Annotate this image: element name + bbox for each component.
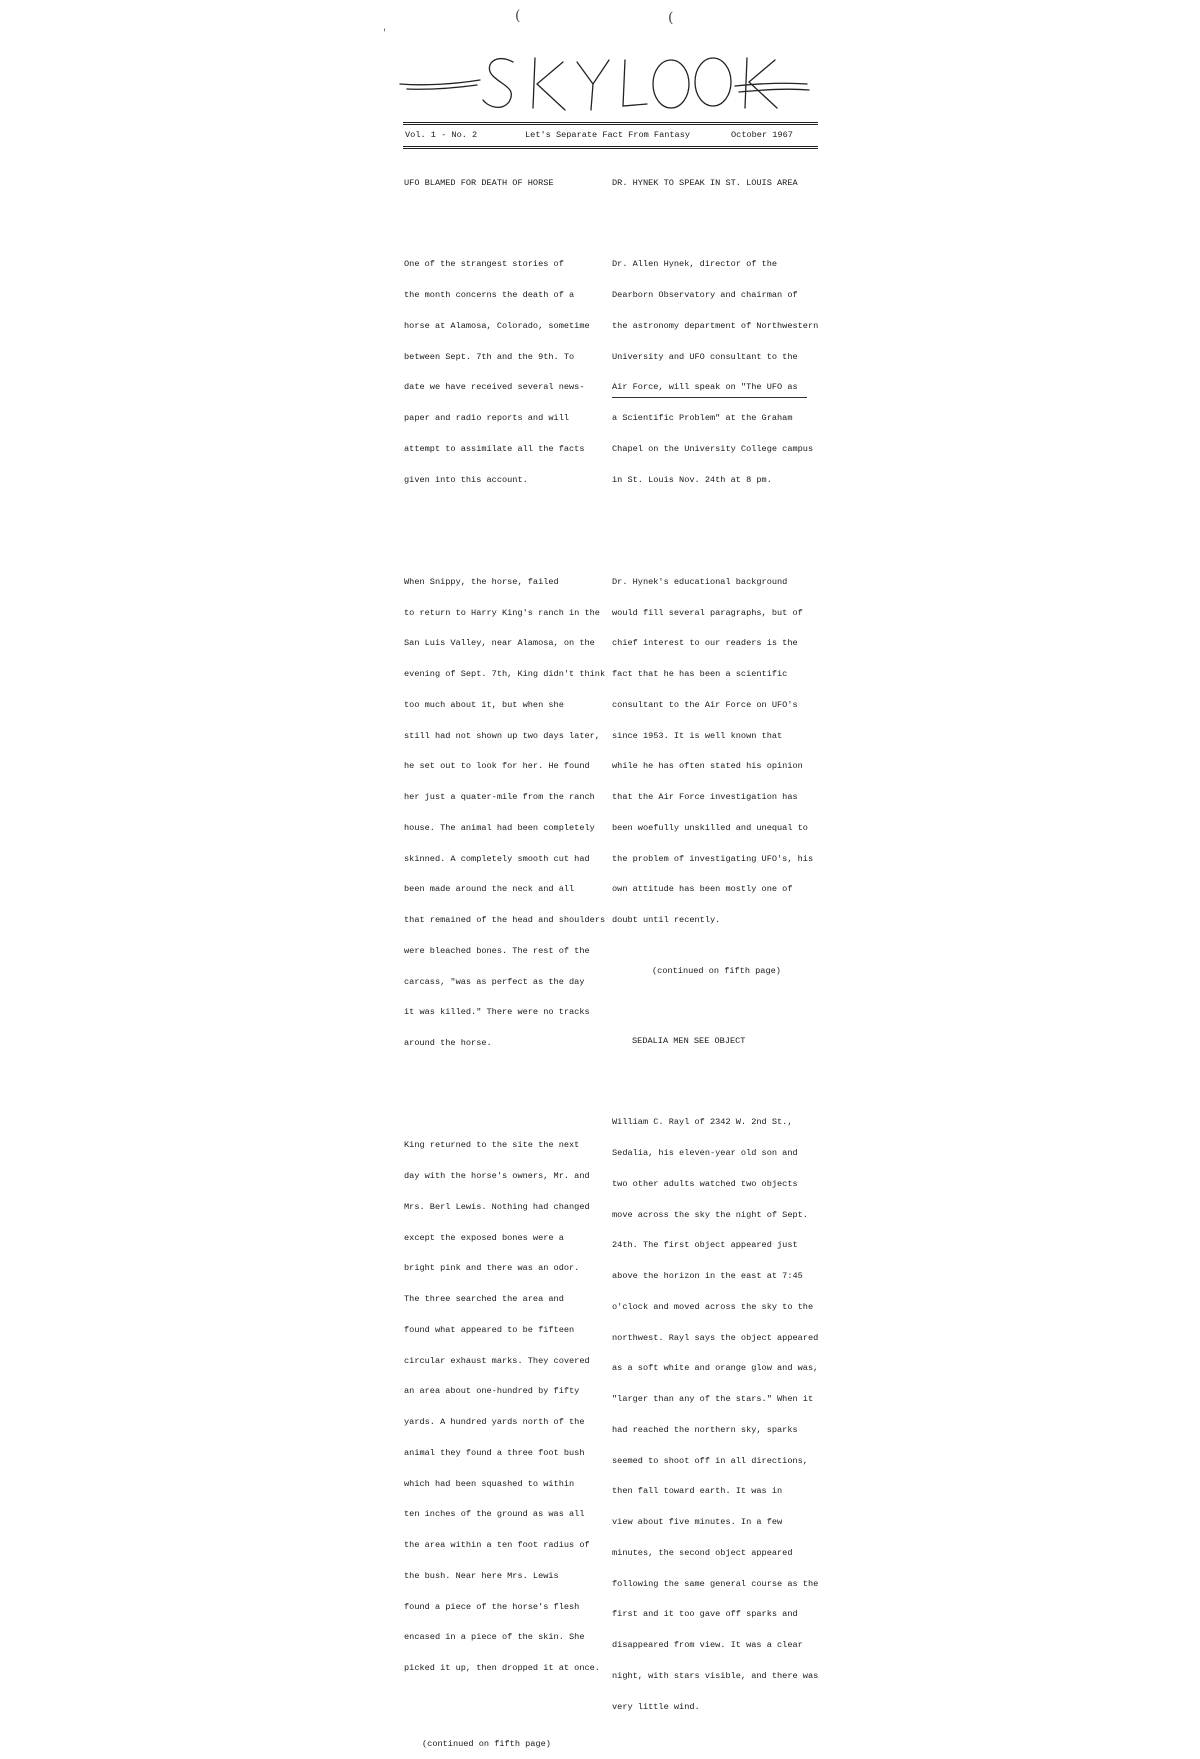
volume-number: Vol. 1 - No. 2: [405, 130, 478, 140]
motto: Let's Separate Fact From Fantasy: [525, 130, 691, 140]
issue-info-bar: [403, 122, 818, 162]
bottom-rule-double: [403, 148, 818, 149]
article-headline: UFO BLAMED FOR DEATH OF HORSE: [404, 177, 554, 188]
issue-date: October 1967: [731, 130, 793, 140]
article-headline: SEDALIA MEN SEE OBJECT: [632, 1035, 746, 1046]
left-column: [404, 157, 604, 1759]
article-headline: DR. HYNEK TO SPEAK IN ST. LOUIS AREA: [612, 177, 798, 188]
stray-mark: (: [515, 8, 521, 24]
article-paragraph-2: When Snippy, the horse, failed to return to Harry King's ranch in the San Luis Valley, near Alamosa, on the evening of Sept. 7th, King didn't think too much about it, but when she still had not shown up two days later, he set out to look for her. He found her just a quater-mile from the ranch house. The animal had been completely skinned. A completely smooth cut had been made around the neck and all that remained of the head and shoulders were bleached bones. The rest of the carcass, "was as perfect as the day it was killed." There were no tracks around the horse.: [404, 576, 606, 1048]
stray-mark: (: [668, 10, 674, 26]
article-paragraph-2: Dr. Hynek's educational background would fill several paragraphs, but of chief interest to our readers is the fact that he has been a scientific consultant to the Air Force on UFO's since 1953. It is well known that while he has often stated his opinion that the Air Force investigation has been woefully unskilled and unequal to the problem of investigating UFO's, his own attitude has been mostly one of doubt until recently.: [612, 576, 814, 925]
article-paragraph-1: Dr. Allen Hynek, director of the Dearborn Observatory and chairman of the astronomy department of Northwestern University and UFO consultant to the Air Force, will speak on "The UFO as a Scientific Problem" at the Graham Chapel on the University College campus in St. Louis Nov. 24th at 8 pm.: [612, 259, 819, 485]
article-paragraph-3: William C. Rayl of 2342 W. 2nd St., Sedalia, his eleven-year old son and two other adults watched two objects move across the sky the night of Sept. 24th. The first object appeared just above the horizon in the east at 7:45 o'clock and moved across the sky to the northwest. Rayl says the object appeared as a soft white and orange glow and was, "larger than any of the stars." When it had reached the northern sky, sparks seemed to shoot off in all directions, then fall toward earth. It was in view about five minutes. In a few minutes, the second object appeared following the same general course as the first and it too gave off sparks and disappeared from view. It was a clear night, with stars visible, and there was very little wind.: [612, 1117, 819, 1712]
masthead-logo-text: [395, 40, 396, 41]
article-paragraph-1: One of the strangest stories of the month concerns the death of a horse at Alamosa, Colorado, sometime between Sept. 7th and the 9th. To date we have received several news- paper and radio reports and will attempt to assimilate all the facts given into this account.: [404, 259, 590, 485]
masthead: [395, 40, 815, 120]
continued-note: (continued on fifth page): [422, 1738, 551, 1749]
stray-mark: ': [383, 28, 386, 39]
bottom-rule: [403, 146, 818, 147]
top-rule: [403, 122, 818, 123]
article-paragraph-3: King returned to the site the next day with the horse's owners, Mr. and Mrs. Berl Lewis. Nothing had changed except the exposed bones were a bright pink and there was an odor. The three searched the area and found what appeared to be fifteen circular exhaust marks. They covered an area about one-hundred by fifty yards. A hundred yards north of the animal they found a three foot bush which had been squashed to within ten inches of the ground as was all the area within a ten foot radius of the bush. Near here Mrs. Lewis found a piece of the horse's flesh encased in a piece of the skin. She picked it up, then dropped it at once.: [404, 1140, 600, 1673]
top-rule-double: [403, 124, 818, 125]
article-divider: [612, 397, 807, 398]
right-column: [612, 157, 817, 1743]
skylook-logo: [395, 40, 815, 120]
continued-note: (continued on fifth page): [652, 966, 781, 977]
